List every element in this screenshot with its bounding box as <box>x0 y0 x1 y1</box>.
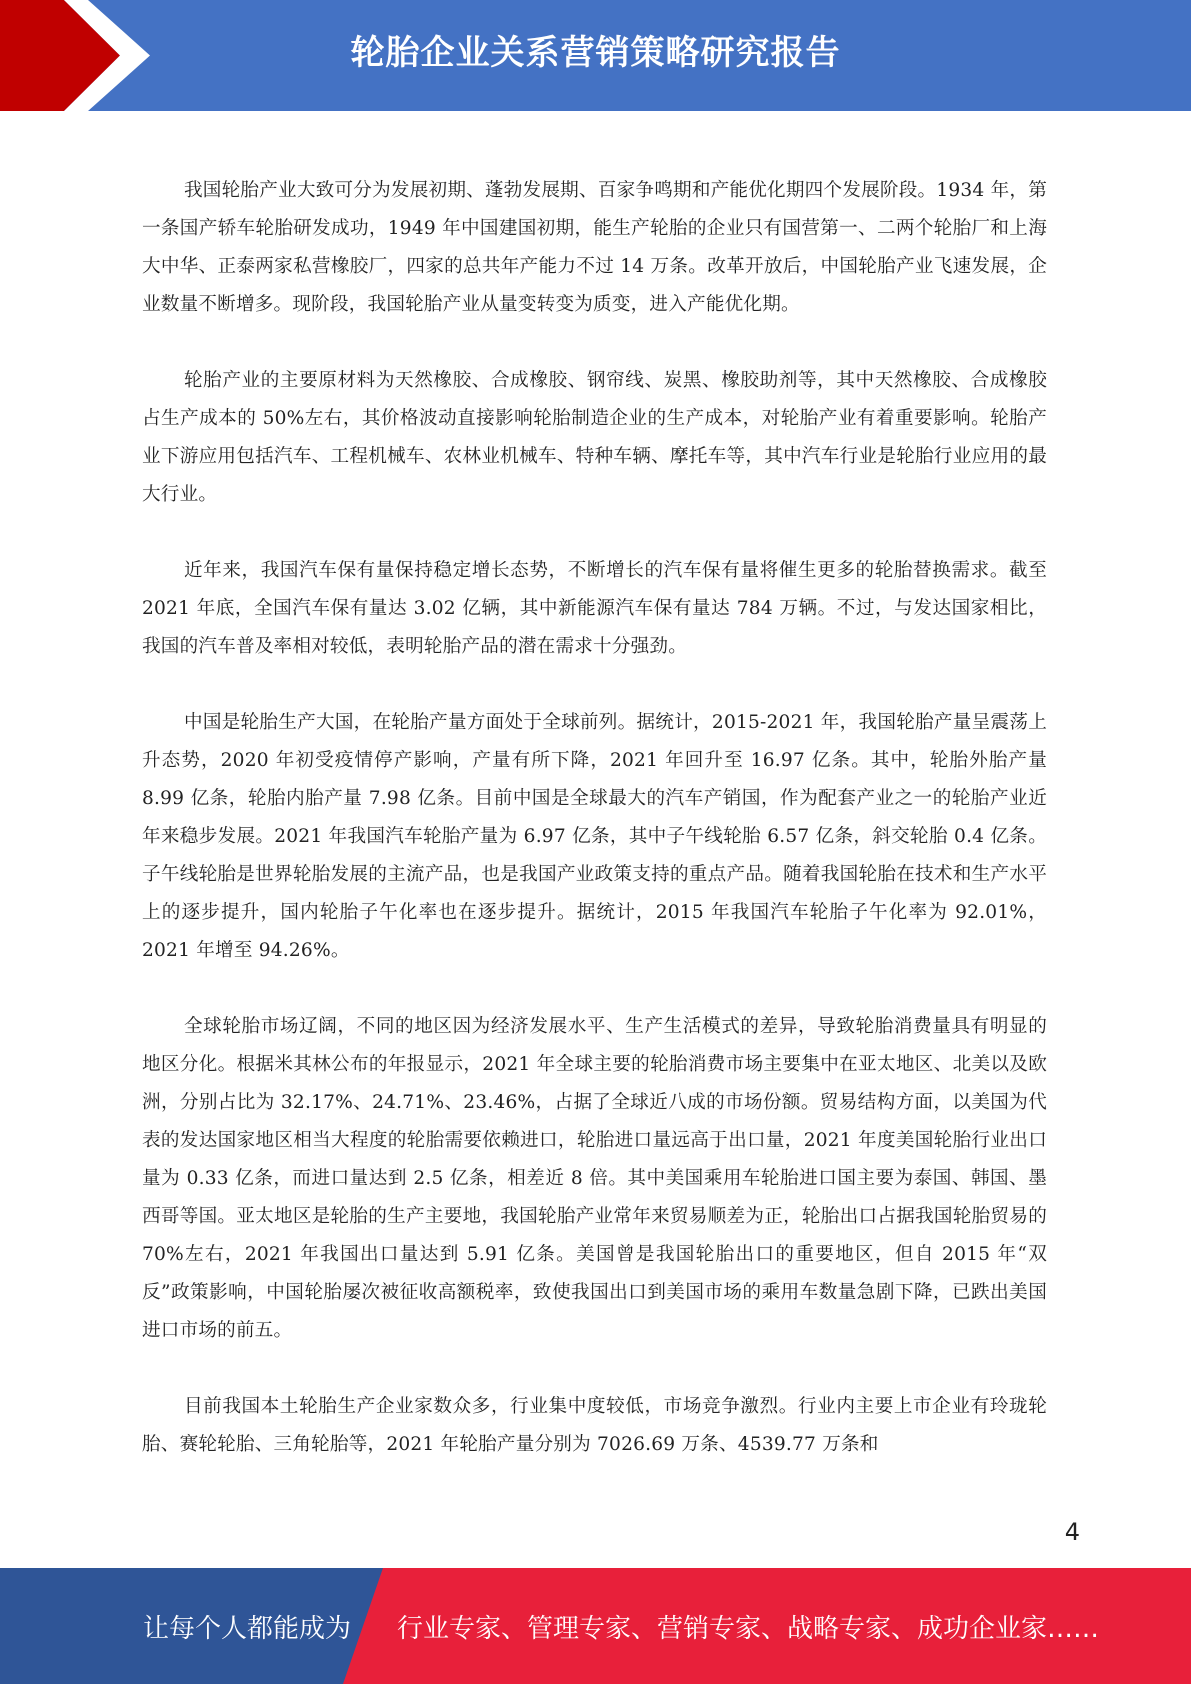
paragraph-global-market: 全球轮胎市场辽阔，不同的地区因为经济发展水平、生产生活模式的差异，导致轮胎消费量具有明显的地区分化。根据米其林公布的年报显示，2021 年全球主要的轮胎消费市场主要集中在亚太地区、北美以及欧洲，分别占比为 32.17%、24.71%、23.46%，占据了全球近八成的市场份额。贸易结构方面，以美国为代表的发达国家地区相当大程度的轮胎需要依赖进口，轮胎进口量远高于出口量，2021 年度美国轮胎行业出口量为 0.33 亿条，而进口量达到 2.5 亿条，相差近 8 倍。其中美国乘用车轮胎进口国主要为泰国、韩国、墨西哥等国。亚太地区是轮胎的生产主要地，我国轮胎产业常年来贸易顺差为正，轮胎出口占据我国轮胎贸易的 70%左右，2021 年我国出口量达到 5.91 亿条。美国曾是我国轮胎出口的重要地区，但自 2015 年“双反”政策影响，中国轮胎屡次被征收高额税率，致使我国出口到美国市场的乘用车数量急剧下降，已跌出美国进口市场的前五。 <box>142 1016 1047 1341</box>
footer-slogan-right: 行业专家、管理专家、营销专家、战略专家、成功企业家…… <box>397 1614 1100 1644</box>
page-header <box>0 0 1191 111</box>
paragraph-industry-stages: 我国轮胎产业大致可分为发展初期、蓬勃发展期、百家争鸣期和产能优化期四个发展阶段。1934 年，第一条国产轿车轮胎研发成功，1949 年中国建国初期，能生产轮胎的企业只有国营第一、二两个轮胎厂和上海大中华、正泰两家私营橡胶厂，四家的总共年产能力不过 14 万条。改革开放后，中国轮胎产业飞速发展，企业数量不断增多。现阶段，我国轮胎产业从量变转变为质变，进入产能优化期。 <box>142 180 1047 315</box>
page-footer <box>0 1568 1191 1684</box>
report-body <box>142 172 1047 1464</box>
paragraph-competition: 目前我国本土轮胎生产企业家数众多，行业集中度较低，市场竞争激烈。行业内主要上市企业有玲珑轮胎、赛轮轮胎、三角轮胎等，2021 年轮胎产量分别为 7026.69 万条、4539.77 万条和 <box>142 1396 1047 1455</box>
paragraph-raw-materials: 轮胎产业的主要原材料为天然橡胶、合成橡胶、钢帘线、炭黑、橡胶助剂等，其中天然橡胶、合成橡胶占生产成本的 50%左右，其价格波动直接影响轮胎制造企业的生产成本，对轮胎产业有着重要影响。轮胎产业下游应用包括汽车、工程机械车、农林业机械车、特种车辆、摩托车等，其中汽车行业是轮胎行业应用的最大行业。 <box>142 370 1047 505</box>
page-number: 4 <box>1064 1518 1080 1546</box>
report-title: 轮胎企业关系营销策略研究报告 <box>350 33 841 73</box>
footer-slogan-left: 让每个人都能成为 <box>143 1614 352 1644</box>
paragraph-production: 中国是轮胎生产大国，在轮胎产量方面处于全球前列。据统计，2015-2021 年，我国轮胎产量呈震荡上升态势，2020 年初受疫情停产影响，产量有所下降，2021 年回升至 16.97 亿条。其中，轮胎外胎产量 8.99 亿条，轮胎内胎产量 7.98 亿条。目前中国是全球最大的汽车产销国，作为配套产业之一的轮胎产业近年来稳步发展。2021 年我国汽车轮胎产量为 6.97 亿条，其中子午线轮胎 6.57 亿条，斜交轮胎 0.4 亿条。子午线轮胎是世界轮胎发展的主流产品，也是我国产业政策支持的重点产品。随着我国轮胎在技术和生产水平上的逐步提升，国内轮胎子午化率也在逐步提升。据统计，2015 年我国汽车轮胎子午化率为 92.01%，2021 年增至 94.26%。 <box>142 712 1047 961</box>
paragraph-vehicle-ownership: 近年来，我国汽车保有量保持稳定增长态势，不断增长的汽车保有量将催生更多的轮胎替换需求。截至 2021 年底，全国汽车保有量达 3.02 亿辆，其中新能源汽车保有量达 784 万辆。不过，与发达国家相比，我国的汽车普及率相对较低，表明轮胎产品的潜在需求十分强劲。 <box>142 560 1047 657</box>
